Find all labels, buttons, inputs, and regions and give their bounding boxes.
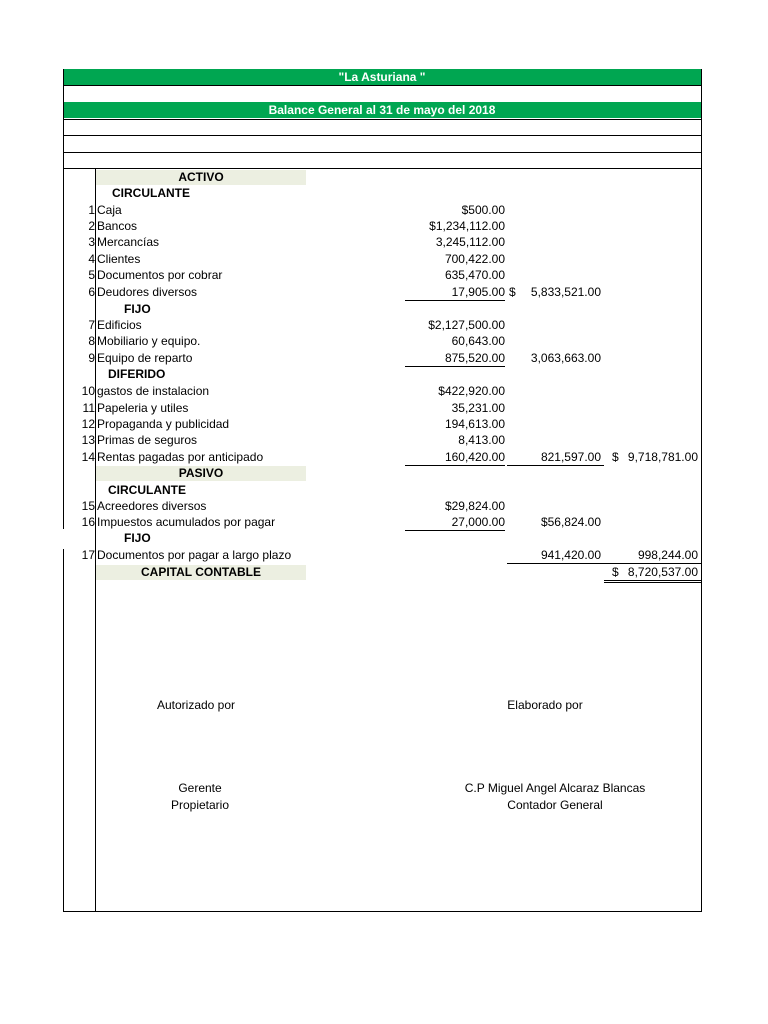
row-number: 8 — [88, 334, 95, 348]
row-subtotal: $56,824.00 — [540, 515, 601, 529]
row-label: Acreedores diversos — [97, 499, 207, 513]
authorized-by-role: Propietario — [170, 798, 230, 812]
row-label: Papeleria y utiles — [97, 401, 189, 415]
row-number: 12 — [81, 417, 95, 431]
underline — [405, 366, 505, 367]
row-amount: 3,245,112.00 — [435, 235, 505, 249]
double-underline — [604, 580, 701, 581]
prepared-by-role: Contador General — [507, 798, 603, 812]
row-amount: 635,470.00 — [444, 268, 505, 282]
currency-symbol: $ — [612, 565, 619, 579]
row-label: Deudores diversos — [97, 285, 198, 299]
frame-bottom — [63, 911, 702, 912]
frame-right — [701, 69, 702, 912]
double-underline — [604, 582, 701, 583]
frame-gap — [62, 529, 65, 549]
row-amount: $29,824.00 — [444, 499, 505, 513]
row-label: Primas de seguros — [97, 433, 198, 447]
row-amount: 875,520.00 — [444, 351, 505, 365]
row-label: gastos de instalacion — [97, 384, 210, 398]
row-label: Documentos por pagar a largo plazo — [97, 548, 292, 562]
prepared-by-caption: Elaborado por — [507, 698, 583, 712]
row-label: Propaganda y publicidad — [97, 417, 230, 431]
report-title: Balance General al 31 de mayo del 2018 — [63, 102, 701, 118]
activo-diferido-heading: DIFERIDO — [108, 367, 166, 381]
frame-row-line — [63, 168, 702, 169]
row-number: 11 — [82, 401, 95, 415]
row-total: 9,718,781.00 — [627, 450, 698, 464]
currency-symbol: $ — [509, 285, 516, 299]
row-number: 10 — [81, 384, 95, 398]
row-subtotal: 5,833,521.00 — [530, 285, 601, 299]
row-number: 13 — [81, 433, 95, 447]
row-amount: $500.00 — [461, 203, 505, 217]
pasivo-circulante-heading: CIRCULANTE — [108, 483, 186, 497]
frame-row-line — [63, 135, 702, 136]
activo-heading: ACTIVO — [178, 170, 224, 184]
row-number: 7 — [88, 318, 95, 332]
row-amount: 17,905.00 — [451, 285, 505, 299]
frame-row-line — [63, 152, 702, 153]
row-amount: 60,643.00 — [451, 334, 505, 348]
row-number: 4 — [88, 252, 95, 266]
capital-total: 8,720,537.00 — [627, 565, 698, 579]
row-number: 9 — [88, 351, 95, 365]
row-label: Impuestos acumulados por pagar — [97, 515, 276, 529]
row-number: 1 — [88, 203, 95, 217]
row-label: Clientes — [97, 252, 141, 266]
row-amount: 27,000.00 — [451, 515, 505, 529]
row-total: 998,244.00 — [637, 548, 698, 562]
row-number: 14 — [81, 450, 95, 464]
row-subtotal: 821,597.00 — [540, 450, 601, 464]
row-label: Equipo de reparto — [97, 351, 193, 365]
underline — [405, 530, 505, 531]
underline — [507, 465, 604, 466]
currency-symbol: $ — [612, 450, 619, 464]
row-amount: $1,234,112.00 — [429, 219, 505, 233]
row-label: Caja — [97, 203, 122, 217]
row-label: Mercancías — [97, 235, 160, 249]
underline — [405, 465, 505, 466]
frame-row-line — [63, 119, 702, 120]
prepared-by-name: C.P Miguel Angel Alcaraz Blancas — [464, 781, 646, 795]
authorized-by-caption: Autorizado por — [156, 698, 236, 712]
row-label: Rentas pagadas por anticipado — [97, 450, 264, 464]
capital-heading: CAPITAL CONTABLE — [141, 565, 261, 579]
row-subtotal: 3,063,663.00 — [530, 351, 601, 365]
row-number: 5 — [88, 268, 95, 282]
row-number: 3 — [88, 235, 95, 249]
underline — [507, 563, 701, 564]
pasivo-fijo-heading: FIJO — [124, 531, 151, 545]
frame-column-line — [95, 168, 96, 912]
underline — [405, 300, 505, 301]
row-subtotal: 941,420.00 — [540, 548, 601, 562]
row-amount: 160,420.00 — [444, 450, 505, 464]
company-title: "La Asturiana " — [63, 69, 701, 85]
authorized-by-name: Gerente — [178, 781, 222, 795]
row-number: 17 — [81, 548, 95, 562]
row-label: Edificios — [97, 318, 142, 332]
row-amount: 194,613.00 — [444, 417, 505, 431]
activo-fijo-heading: FIJO — [124, 302, 151, 316]
row-amount: 700,422.00 — [444, 252, 505, 266]
activo-circulante-heading: CIRCULANTE — [112, 186, 190, 200]
frame-row-line — [63, 85, 702, 86]
row-amount: $422,920.00 — [438, 384, 505, 398]
row-amount: 8,413.00 — [458, 433, 505, 447]
row-label: Documentos por cobrar — [97, 268, 223, 282]
row-number: 16 — [81, 515, 95, 529]
row-label: Bancos — [97, 219, 138, 233]
row-number: 2 — [88, 219, 95, 233]
row-number: 6 — [88, 285, 95, 299]
row-number: 15 — [81, 499, 95, 513]
frame-left — [63, 69, 64, 912]
pasivo-heading: PASIVO — [178, 466, 224, 480]
row-amount: 35,231.00 — [451, 401, 505, 415]
row-label: Mobiliario y equipo. — [97, 334, 201, 348]
row-amount: $2,127,500.00 — [428, 318, 505, 332]
